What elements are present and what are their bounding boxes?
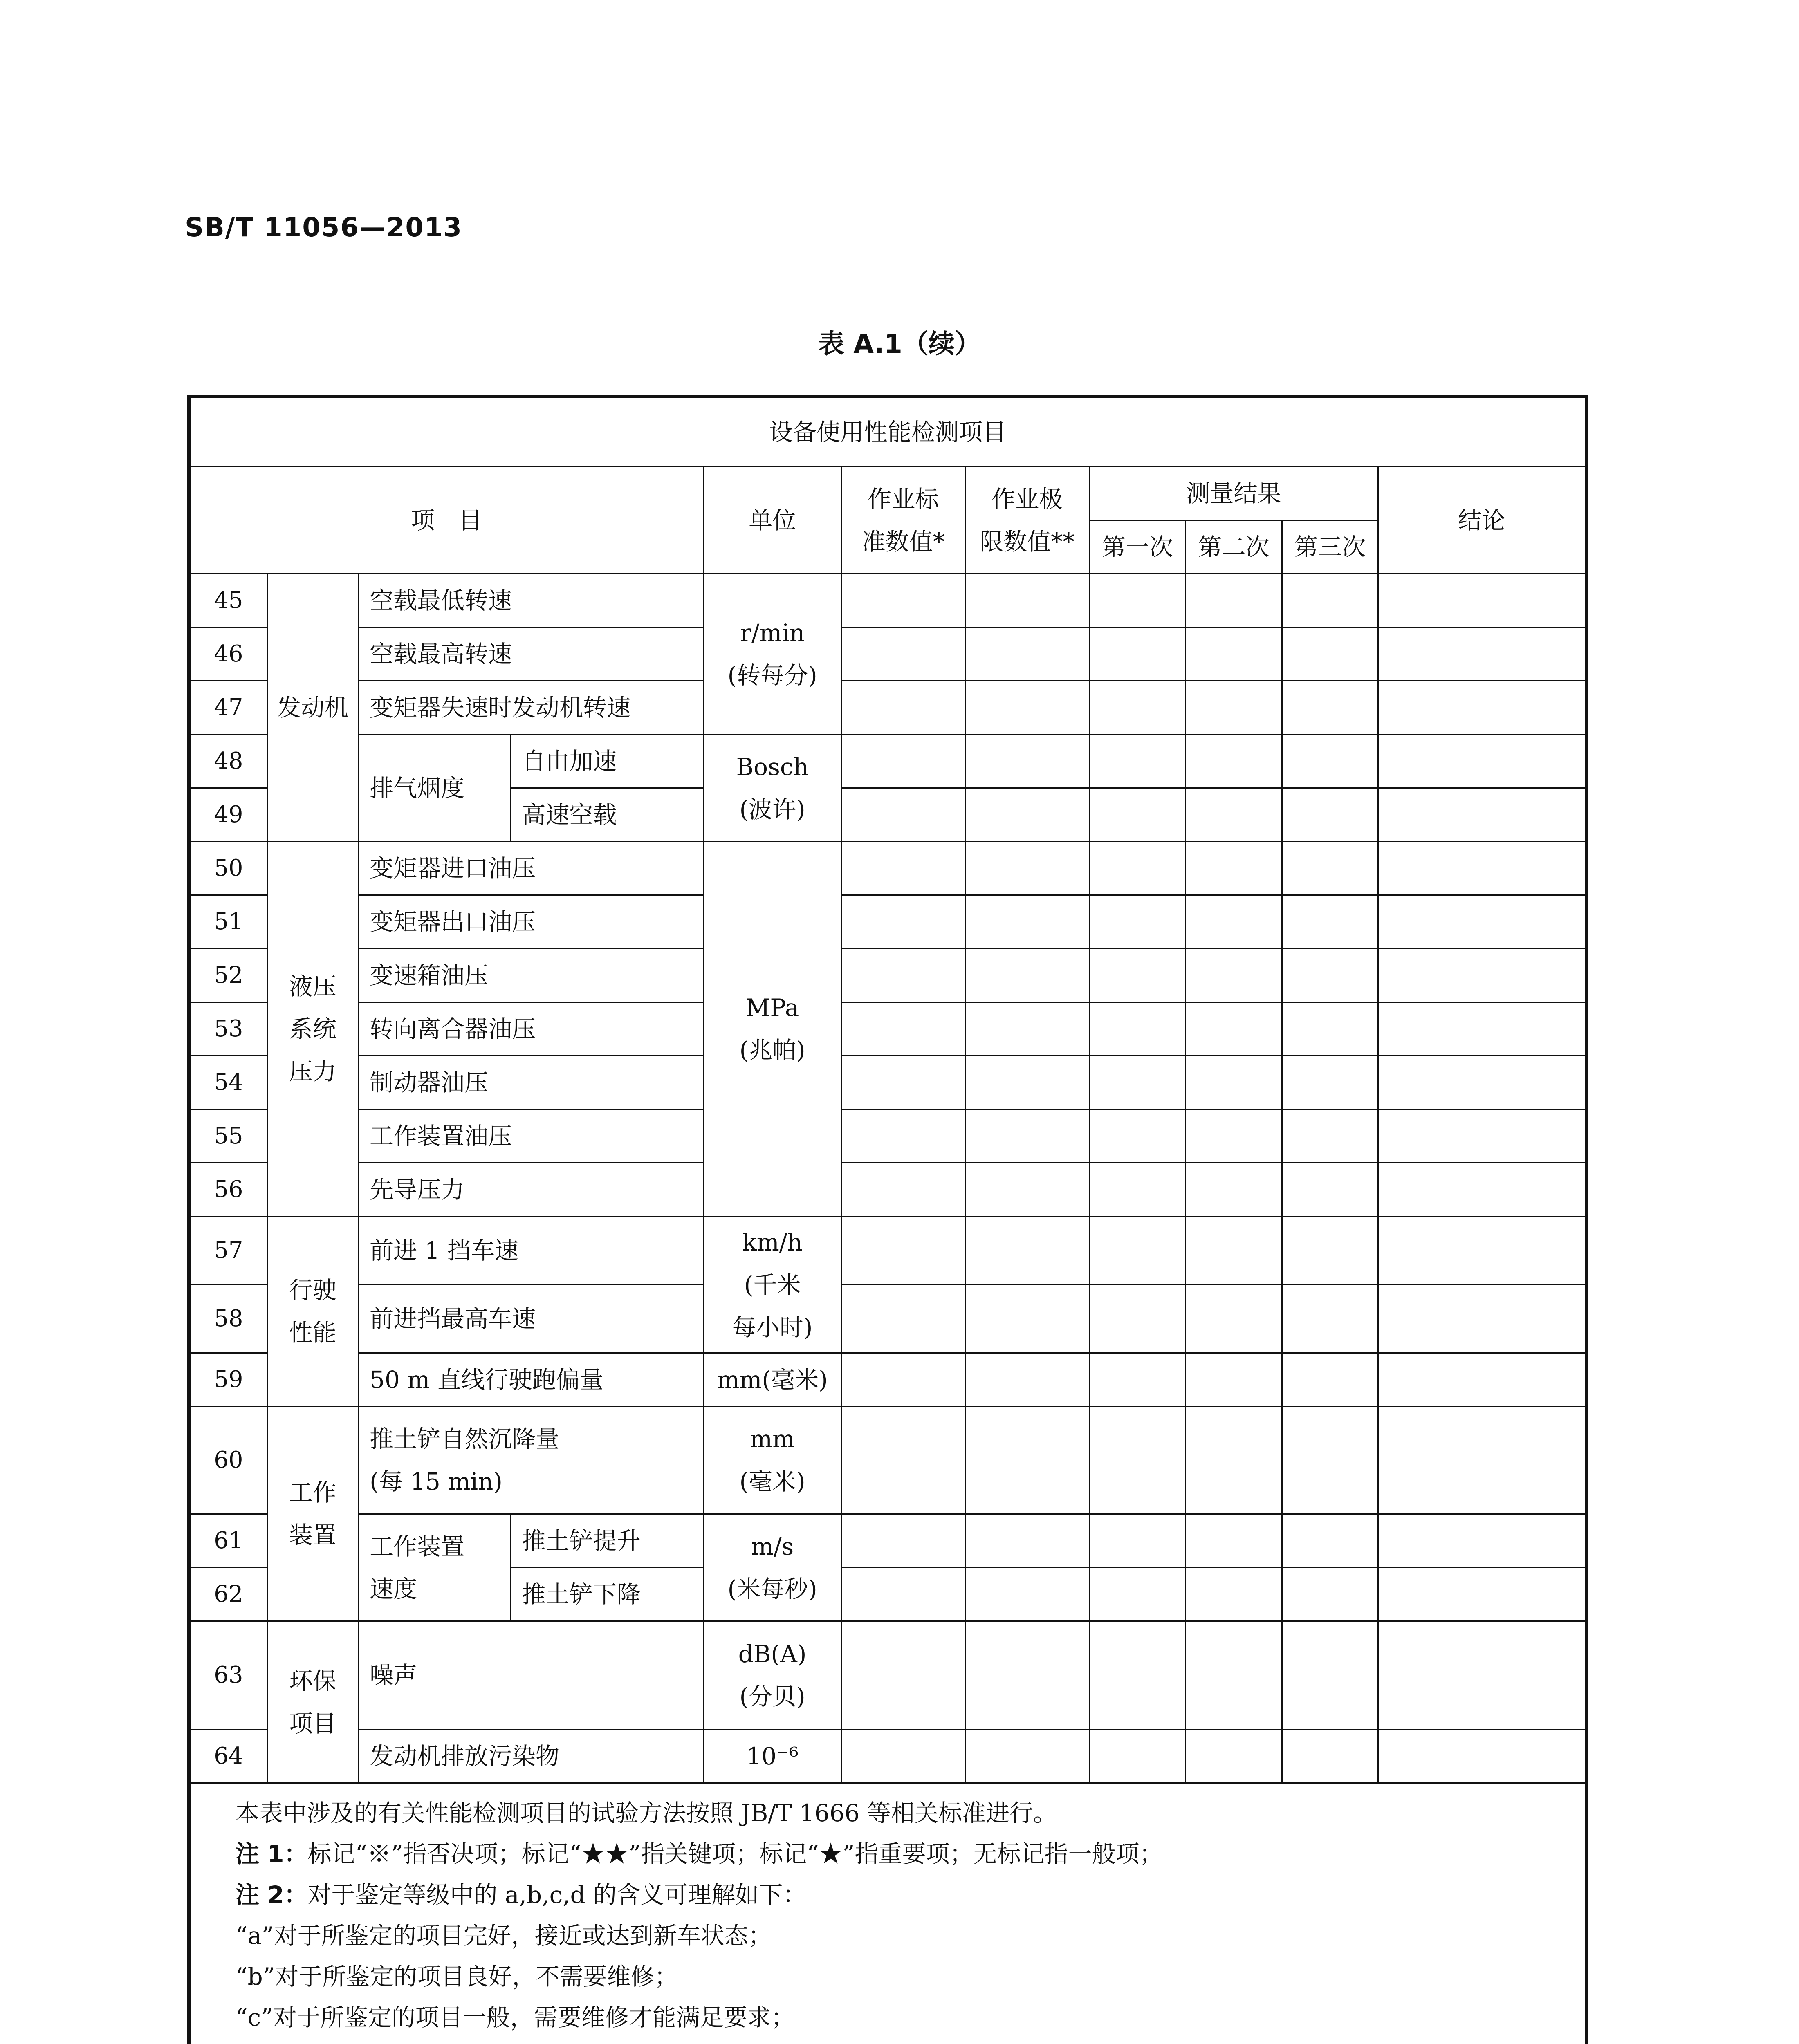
input-second[interactable]: [1186, 628, 1282, 681]
input-first[interactable]: [1089, 1285, 1186, 1353]
input-first[interactable]: [1089, 1407, 1186, 1514]
group-engine: 发动机: [267, 574, 358, 842]
item-name: 噪声: [359, 1621, 703, 1730]
input-first[interactable]: [1089, 1056, 1186, 1109]
row-number: 45: [189, 574, 267, 628]
input-std-value[interactable]: [841, 949, 965, 1002]
input-second[interactable]: [1186, 1730, 1282, 1783]
note-grade-b: “b”对于所鉴定的项目良好，不需要维修；: [236, 1963, 678, 1990]
input-first[interactable]: [1089, 842, 1186, 895]
table-title: 表 A.1（续）: [818, 329, 981, 359]
input-third[interactable]: [1282, 681, 1378, 735]
input-second[interactable]: [1186, 949, 1282, 1002]
input-third[interactable]: [1282, 1056, 1378, 1109]
group-hydraulic: 液压 系统 压力: [267, 842, 358, 1217]
group-driving: 行驶 性能: [267, 1217, 358, 1407]
item-name: 高速空载: [511, 788, 703, 842]
input-conclusion[interactable]: [1378, 1621, 1586, 1730]
input-first[interactable]: [1089, 1568, 1186, 1621]
input-first[interactable]: [1089, 788, 1186, 842]
input-limit-value[interactable]: [965, 1285, 1089, 1353]
input-second[interactable]: [1186, 842, 1282, 895]
input-conclusion[interactable]: [1378, 1353, 1586, 1407]
input-first[interactable]: [1089, 1730, 1186, 1783]
item-name: 变速箱油压: [359, 949, 703, 1002]
input-second[interactable]: [1186, 895, 1282, 949]
input-std-value[interactable]: [841, 1109, 965, 1163]
table-row: [189, 1056, 1586, 1109]
header-std-value: 作业标 准数值*: [841, 467, 965, 574]
input-second[interactable]: [1186, 1353, 1282, 1407]
input-first[interactable]: [1089, 1514, 1186, 1568]
input-first[interactable]: [1089, 895, 1186, 949]
input-third[interactable]: [1282, 1353, 1378, 1407]
table-row: [189, 1407, 1586, 1514]
input-std-value[interactable]: [841, 1002, 965, 1056]
input-second[interactable]: [1186, 681, 1282, 735]
unit-mpa: MPa (兆帕): [703, 842, 841, 1217]
input-third[interactable]: [1282, 1217, 1378, 1285]
item-name: 自由加速: [511, 735, 703, 788]
input-second[interactable]: [1186, 735, 1282, 788]
input-conclusion[interactable]: [1378, 895, 1586, 949]
input-std-value[interactable]: [841, 1285, 965, 1353]
item-name: 空载最高转速: [359, 628, 703, 681]
item-name: 转向离合器油压: [359, 1002, 703, 1056]
input-limit-value[interactable]: [965, 842, 1089, 895]
input-first[interactable]: [1089, 1217, 1186, 1285]
item-name: 工作装置油压: [359, 1109, 703, 1163]
input-conclusion[interactable]: [1378, 1163, 1586, 1217]
header-unit: 单位: [703, 467, 841, 574]
input-third[interactable]: [1282, 1163, 1378, 1217]
input-std-value[interactable]: [841, 1568, 965, 1621]
input-limit-value[interactable]: [965, 1514, 1089, 1568]
unit-mm: mm (毫米): [703, 1407, 841, 1514]
header-third: 第三次: [1282, 520, 1378, 574]
input-limit-value[interactable]: [965, 1407, 1089, 1514]
input-first[interactable]: [1089, 1002, 1186, 1056]
item-name: 变矩器进口油压: [359, 842, 703, 895]
input-first[interactable]: [1089, 1621, 1186, 1730]
note-test-method: 本表中涉及的有关性能检测项目的试验方法按照 JB/T 1666 等相关标准进行。: [236, 1799, 1057, 1827]
input-first[interactable]: [1089, 628, 1186, 681]
input-conclusion[interactable]: [1378, 1730, 1586, 1783]
header-measure: 测量结果: [1089, 467, 1378, 520]
item-name: 空载最低转速: [359, 574, 703, 628]
item-name: 50 m 直线行驶跑偏量: [359, 1353, 703, 1407]
input-first[interactable]: [1089, 1109, 1186, 1163]
input-limit-value[interactable]: [965, 1002, 1089, 1056]
row-number: 53: [189, 1002, 267, 1056]
row-number: 49: [189, 788, 267, 842]
item-work-speed: 工作装置 速度: [359, 1514, 511, 1621]
input-std-value[interactable]: [841, 574, 965, 628]
input-limit-value[interactable]: [965, 1730, 1089, 1783]
table-notes: [189, 1783, 1586, 2044]
table-row: [189, 628, 1586, 681]
input-third[interactable]: [1282, 895, 1378, 949]
input-second[interactable]: [1186, 1285, 1282, 1353]
input-first[interactable]: [1089, 574, 1186, 628]
input-conclusion[interactable]: [1378, 1407, 1586, 1514]
input-conclusion[interactable]: [1378, 1002, 1586, 1056]
row-number: 58: [189, 1285, 267, 1353]
input-conclusion[interactable]: [1378, 1285, 1586, 1353]
table-row: [189, 1109, 1586, 1163]
table-row: [189, 1217, 1586, 1285]
input-conclusion[interactable]: [1378, 842, 1586, 895]
input-third[interactable]: [1282, 788, 1378, 842]
input-second[interactable]: [1186, 1056, 1282, 1109]
unit-kmh: km/h (千米 每小时): [703, 1217, 841, 1353]
performance-table: [187, 395, 1588, 2044]
input-limit-value[interactable]: [965, 1056, 1089, 1109]
row-number: 51: [189, 895, 267, 949]
row-number: 60: [189, 1407, 267, 1514]
input-std-value[interactable]: [841, 842, 965, 895]
table-row: [189, 1621, 1586, 1730]
item-name: 前进 1 挡车速: [359, 1217, 703, 1285]
row-number: 61: [189, 1514, 267, 1568]
input-std-value[interactable]: [841, 1163, 965, 1217]
input-conclusion[interactable]: [1378, 574, 1586, 628]
note-2: 注 2：对于鉴定等级中的 a,b,c,d 的含义可理解如下：: [236, 1881, 807, 1909]
row-number: 55: [189, 1109, 267, 1163]
header-item: 项 目: [189, 467, 703, 574]
item-name: 推土铲自然沉降量 (每 15 min): [359, 1407, 703, 1514]
row-number: 62: [189, 1568, 267, 1621]
table-caption: 设备使用性能检测项目: [189, 397, 1586, 467]
input-first[interactable]: [1089, 735, 1186, 788]
input-std-value[interactable]: [841, 1217, 965, 1285]
input-conclusion[interactable]: [1378, 681, 1586, 735]
input-third[interactable]: [1282, 1002, 1378, 1056]
row-number: 54: [189, 1056, 267, 1109]
table-row: [189, 681, 1586, 735]
input-second[interactable]: [1186, 1002, 1282, 1056]
item-name: 制动器油压: [359, 1056, 703, 1109]
row-number: 57: [189, 1217, 267, 1285]
input-first[interactable]: [1089, 949, 1186, 1002]
row-number: 48: [189, 735, 267, 788]
input-std-value[interactable]: [841, 1621, 965, 1730]
input-conclusion[interactable]: [1378, 1568, 1586, 1621]
input-third[interactable]: [1282, 1514, 1378, 1568]
note-grade-c: “c”对于所鉴定的项目一般，需要维修才能满足要求；: [236, 2004, 795, 2031]
input-conclusion[interactable]: [1378, 1109, 1586, 1163]
table-row: [189, 1285, 1586, 1353]
input-second[interactable]: [1186, 574, 1282, 628]
item-exhaust-smoke: 排气烟度: [359, 735, 511, 842]
input-first[interactable]: [1089, 681, 1186, 735]
input-limit-value[interactable]: [965, 1217, 1089, 1285]
unit-db: dB(A) (分贝): [703, 1621, 841, 1730]
input-limit-value[interactable]: [965, 1621, 1089, 1730]
input-second[interactable]: [1186, 1217, 1282, 1285]
row-number: 56: [189, 1163, 267, 1217]
standard-code: SB/T 11056—2013: [185, 213, 462, 243]
note-grade-a: “a”对于所鉴定的项目完好，接近或达到新车状态；: [236, 1922, 772, 1950]
input-std-value[interactable]: [841, 1730, 965, 1783]
input-std-value[interactable]: [841, 1056, 965, 1109]
header-second: 第二次: [1186, 520, 1282, 574]
item-name: 推土铲下降: [511, 1568, 703, 1621]
input-second[interactable]: [1186, 788, 1282, 842]
input-second[interactable]: [1186, 1407, 1282, 1514]
input-third[interactable]: [1282, 1285, 1378, 1353]
input-limit-value[interactable]: [965, 788, 1089, 842]
header-conclusion: 结论: [1378, 467, 1586, 574]
row-number: 64: [189, 1730, 267, 1783]
item-name: 发动机排放污染物: [359, 1730, 703, 1783]
row-number: 46: [189, 628, 267, 681]
table-row: [189, 1163, 1586, 1217]
table-row: [189, 895, 1586, 949]
input-second[interactable]: [1186, 1621, 1282, 1730]
header-first: 第一次: [1089, 520, 1186, 574]
input-third[interactable]: [1282, 1730, 1378, 1783]
input-conclusion[interactable]: [1378, 628, 1586, 681]
header-limit-value: 作业极 限数值**: [965, 467, 1089, 574]
item-name: 推土铲提升: [511, 1514, 703, 1568]
row-number: 63: [189, 1621, 267, 1730]
unit-rpm: r/min (转每分): [703, 574, 841, 735]
unit-ms: m/s (米每秒): [703, 1514, 841, 1621]
input-conclusion[interactable]: [1378, 949, 1586, 1002]
table-row: [189, 574, 1586, 628]
table-row: [189, 842, 1586, 895]
input-third[interactable]: [1282, 1407, 1378, 1514]
input-third[interactable]: [1282, 735, 1378, 788]
input-conclusion[interactable]: [1378, 1056, 1586, 1109]
input-third[interactable]: [1282, 1621, 1378, 1730]
input-std-value[interactable]: [841, 1407, 965, 1514]
input-conclusion[interactable]: [1378, 788, 1586, 842]
input-limit-value[interactable]: [965, 1109, 1089, 1163]
input-second[interactable]: [1186, 1514, 1282, 1568]
input-std-value[interactable]: [841, 1514, 965, 1568]
input-std-value[interactable]: [841, 628, 965, 681]
input-third[interactable]: [1282, 1568, 1378, 1621]
input-std-value[interactable]: [841, 788, 965, 842]
input-third[interactable]: [1282, 949, 1378, 1002]
row-number: 47: [189, 681, 267, 735]
input-third[interactable]: [1282, 628, 1378, 681]
input-conclusion[interactable]: [1378, 1217, 1586, 1285]
unit-bosch: Bosch (波许): [703, 735, 841, 842]
row-number: 50: [189, 842, 267, 895]
table-row: [189, 1353, 1586, 1407]
input-conclusion[interactable]: [1378, 735, 1586, 788]
input-limit-value[interactable]: [965, 628, 1089, 681]
input-second[interactable]: [1186, 1568, 1282, 1621]
unit-mm-line: mm(毫米): [703, 1353, 841, 1407]
input-first[interactable]: [1089, 1163, 1186, 1217]
table-row: [189, 1514, 1586, 1568]
input-conclusion[interactable]: [1378, 1514, 1586, 1568]
input-limit-value[interactable]: [965, 681, 1089, 735]
row-number: 59: [189, 1353, 267, 1407]
input-limit-value[interactable]: [965, 1353, 1089, 1407]
input-limit-value[interactable]: [965, 949, 1089, 1002]
table-row: [189, 949, 1586, 1002]
input-std-value[interactable]: [841, 895, 965, 949]
input-std-value[interactable]: [841, 735, 965, 788]
input-std-value[interactable]: [841, 681, 965, 735]
input-second[interactable]: [1186, 1109, 1282, 1163]
input-third[interactable]: [1282, 1109, 1378, 1163]
table-row: [189, 1002, 1586, 1056]
row-number: 52: [189, 949, 267, 1002]
input-limit-value[interactable]: [965, 1568, 1089, 1621]
table-row: [189, 735, 1586, 788]
input-limit-value[interactable]: [965, 735, 1089, 788]
note-1: 注 1：标记“※”指否决项；标记“★★”指关键项；标记“★”指重要项；无标记指一般项；: [236, 1840, 1163, 1868]
item-name: 变矩器失速时发动机转速: [359, 681, 703, 735]
item-name: 先导压力: [359, 1163, 703, 1217]
input-limit-value[interactable]: [965, 895, 1089, 949]
input-third[interactable]: [1282, 574, 1378, 628]
unit-emission: 10⁻⁶: [703, 1730, 841, 1783]
input-std-value[interactable]: [841, 1353, 965, 1407]
item-name: 变矩器出口油压: [359, 895, 703, 949]
group-env: 环保 项目: [267, 1621, 358, 1783]
group-work-device: 工作 装置: [267, 1407, 358, 1621]
input-limit-value[interactable]: [965, 1163, 1089, 1217]
input-limit-value[interactable]: [965, 574, 1089, 628]
item-name: 前进挡最高车速: [359, 1285, 703, 1353]
table-row: [189, 1730, 1586, 1783]
input-third[interactable]: [1282, 842, 1378, 895]
input-first[interactable]: [1089, 1353, 1186, 1407]
input-second[interactable]: [1186, 1163, 1282, 1217]
note-grade-d: [236, 2038, 1585, 2044]
